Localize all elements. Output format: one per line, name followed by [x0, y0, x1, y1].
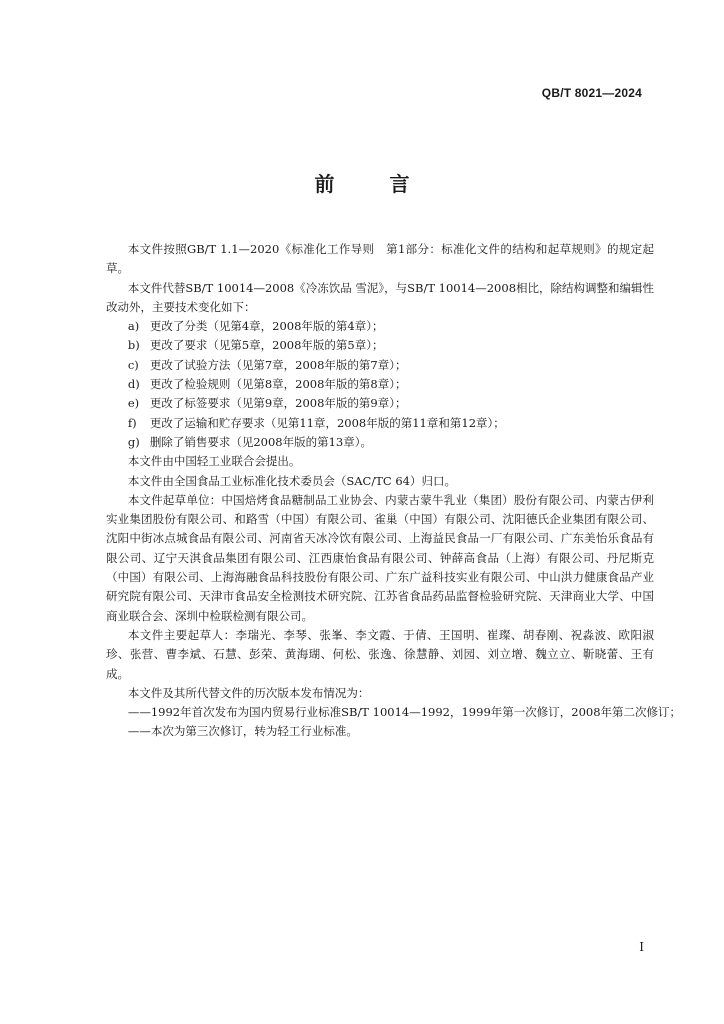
list-item-text: 更改了标签要求（见第9章，2008年版的第9章）； — [149, 396, 407, 411]
list-marker: f) — [127, 415, 137, 430]
list-marker: a) — [127, 319, 140, 334]
list-marker: d) — [127, 377, 140, 392]
history-item: ——本次为第三次修订，转为轻工行业标准。 — [127, 724, 358, 739]
list-item-text: 更改了运输和贮存要求（见第11章，2008年版的第11章和第12章）； — [149, 415, 505, 430]
page-number: I — [639, 940, 644, 954]
list-item-text: 更改了分类（见第4章，2008年版的第4章）； — [149, 319, 384, 334]
paragraph-replaces: 本文件代替SB/T 10014—2008《冷冻饮品 雪泥》，与SB/T 10014—2008相比，除结构调整和编辑性改动外，主要技术变化如下： — [106, 280, 655, 314]
paragraph-proposed-by: 本文件由中国轻工业联合会提出。 — [127, 454, 301, 469]
list-item — [106, 317, 654, 336]
list-item — [106, 394, 654, 413]
list-marker: b) — [127, 338, 140, 353]
standard-code: QB/T 8021—2024 — [541, 86, 642, 100]
list-marker: g) — [127, 434, 140, 449]
list-item — [106, 336, 654, 355]
list-item — [106, 356, 654, 375]
paragraph-drafting-units: 本文件起草单位：中国焙烤食品糖制品工业协会、内蒙古蒙牛乳业（集团）股份有限公司、内蒙古伊利实业集团股份有限公司、和路雪（中国）有限公司、雀巢（中国）有限公司、沈阳德氏企业集团有限公司、沈阳中街冰点城食品有限公司、河南省天冰冷饮有限公司、上海益民食品一厂有限公司、广东美怡乐食品有限公司、辽宁天淇食品集团有限公司、江西康怡食品有限公司、钟薛高食品（上海）有限公司、丹尼斯克（中国）有限公司、上海海融食品科技股份有限公司、广东广益科技实业有限公司、中山洪力健康食品产业研究院有限公司、天津市食品安全检测技术研究院、江苏省食品药品监督检验研究院、天津商业大学、中国商业联合会、深圳中检联检测有限公司。 — [106, 492, 654, 623]
list-item — [106, 375, 654, 394]
list-item — [106, 433, 654, 452]
history-item: ——1992年首次发布为国内贸易行业标准SB/T 10014—1992，1999年第一次修订，2008年第二次修订； — [127, 705, 682, 720]
paragraph-history-intro: 本文件及其所代替文件的历次版本发布情况为： — [127, 685, 370, 700]
list-marker: c) — [127, 357, 139, 372]
changes-list — [106, 317, 654, 452]
list-marker: e) — [127, 396, 140, 411]
list-item-text: 更改了试验方法（见第7章，2008年版的第7章）； — [149, 357, 407, 372]
list-item-text: 删除了销售要求（见2008年版的第13章）。 — [149, 434, 372, 449]
list-item-text: 更改了检验规则（见第8章，2008年版的第8章）； — [149, 377, 407, 392]
paragraph-centralized-by: 本文件由全国食品工业标准化技术委员会（SAC/TC 64）归口。 — [127, 473, 456, 488]
list-item-text: 更改了要求（见第5章，2008年版的第5章）； — [149, 338, 384, 353]
list-item — [106, 414, 654, 433]
page-title: 前 言 — [314, 172, 434, 196]
paragraph-drafters: 本文件主要起草人：李瑞光、李琴、张峯、李文霞、于倩、王国明、崔璨、胡春刚、祝淼波、欧阳淑珍、张营、曹李斌、石慧、彭荣、黄海瑚、何松、张逸、徐慧静、刘园、刘立增、魏立立、靳晓蕾、王有成。 — [106, 627, 654, 681]
paragraph-drafting-rules: 本文件按照GB/T 1.1—2020《标准化工作导则 第1部分：标准化文件的结构和起草规则》的规定起草。 — [106, 242, 654, 276]
foreword-body — [106, 240, 682, 742]
history-list — [106, 703, 682, 742]
